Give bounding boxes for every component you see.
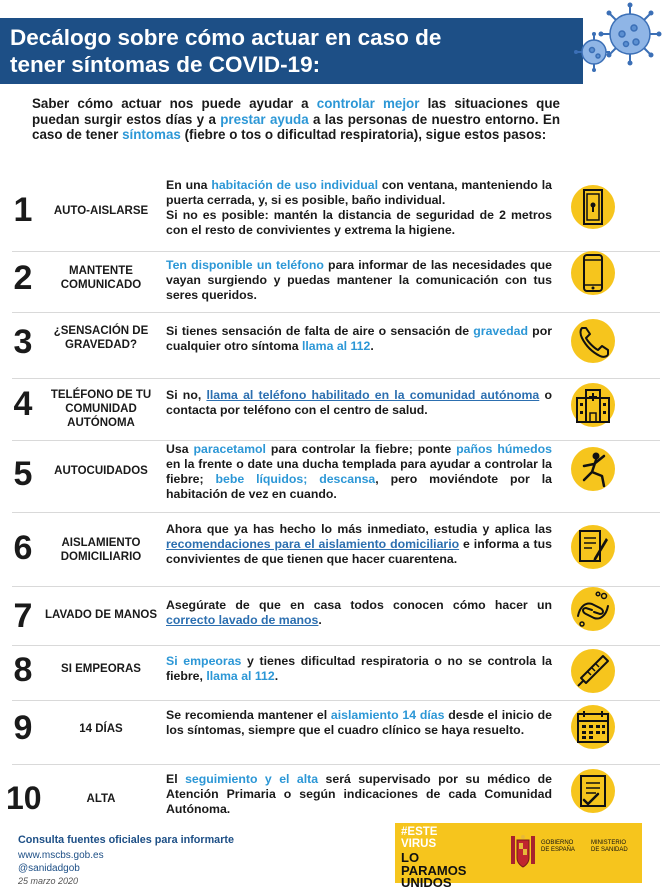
hospital-icon bbox=[570, 382, 616, 428]
coat-of-arms-icon bbox=[509, 834, 537, 870]
step-text: Ten disponible un teléfono para informar de las necesidades que vayan surgiendo y puedas mantener la comunicación con tus seres queridos. bbox=[166, 258, 552, 302]
checklist-icon bbox=[570, 768, 616, 814]
step-number: 6 bbox=[13, 529, 33, 567]
divider bbox=[12, 764, 660, 765]
step-number: 10 bbox=[6, 780, 42, 816]
thermometer-icon bbox=[570, 648, 616, 694]
step-number: 4 bbox=[13, 385, 33, 423]
step-label: 14 DÍAS bbox=[79, 723, 123, 735]
title-bar bbox=[0, 18, 583, 84]
door-icon bbox=[570, 184, 616, 230]
step-number: 3 bbox=[13, 323, 33, 361]
step-label: MANTENTE COMUNICADO bbox=[60, 265, 142, 291]
divider bbox=[12, 512, 660, 513]
step-number: 7 bbox=[13, 597, 33, 635]
footer-title: Consulta fuentes oficiales para informarte bbox=[18, 834, 234, 846]
step-text: Si no, llama al teléfono habilitado en la comunidad autónoma o contacta por teléfono con el centro de salud. bbox=[166, 388, 552, 417]
step-label: SI EMPEORAS bbox=[61, 663, 141, 675]
step-text: Si tienes sensación de falta de aire o sensación de gravedad por cualquier otro síntoma llama al 112. bbox=[166, 324, 552, 353]
calendar-icon bbox=[570, 704, 616, 750]
step-label: ¿SENSACIÓN DE GRAVEDAD? bbox=[53, 325, 149, 351]
step-text: Usa paracetamol para controlar la fiebre; ponte paños húmedos en la frente o date una ducha templada para ayudar a controlar la fiebre; bebe líquidos; descansa, pero moviéndote por la habitación de vez en cuando. bbox=[166, 442, 552, 501]
step-label: ALTA bbox=[86, 793, 116, 805]
step-text: Se recomienda mantener el aislamiento 14 días desde el inicio de los síntomas, siempre que el cuadro clínico se haya resuelto. bbox=[166, 708, 552, 737]
step-label: TELÉFONO DE TU COMUNIDAD AUTÓNOMA bbox=[50, 389, 152, 429]
website-link[interactable]: www.mscbs.gob.es bbox=[18, 850, 104, 861]
twitter-handle[interactable]: @sanidadgob bbox=[18, 863, 80, 874]
step-number: 9 bbox=[13, 709, 33, 747]
divider bbox=[12, 251, 660, 252]
handwashing-icon bbox=[570, 586, 616, 632]
divider bbox=[12, 378, 660, 379]
hashtag: #ESTE VIRUS bbox=[401, 826, 438, 850]
campaign-slogan: LO PARAMOS UNIDOS bbox=[401, 850, 467, 890]
step-number: 1 bbox=[13, 191, 33, 229]
publication-date: 25 marzo 2020 bbox=[18, 876, 79, 886]
step-text: El seguimiento y el alta será supervisado por su médico de Atención Primaria o según indicaciones de cada Comunidad Autónoma. bbox=[166, 772, 552, 816]
document-pen-icon bbox=[570, 524, 616, 570]
step-number: 8 bbox=[13, 651, 33, 689]
step-text: Ahora que ya has hecho lo más inmediato, estudia y aplica las recomendaciones para el aislamiento domiciliario e informa a tus convivientes de que tienen que hacer cuarentena. bbox=[166, 522, 552, 566]
divider bbox=[12, 440, 660, 441]
divider bbox=[12, 700, 660, 701]
step-text: Asegúrate de que en casa todos conocen cómo hacer un correcto lavado de manos. bbox=[166, 598, 552, 627]
step-label: AUTOCUIDADOS bbox=[54, 465, 148, 477]
divider bbox=[12, 312, 660, 313]
stretching-person-icon bbox=[570, 446, 616, 492]
step-label: LAVADO DE MANOS bbox=[44, 609, 158, 621]
government-label: GOBIERNO DE ESPAÑA bbox=[541, 840, 575, 853]
divider bbox=[12, 586, 660, 587]
step-text: Si empeoras y tienes dificultad respiratoria o no se controla la fiebre, llama al 112. bbox=[166, 654, 553, 683]
campaign-banner bbox=[395, 823, 642, 890]
divider bbox=[12, 645, 660, 646]
step-label: AISLAMIENTO DOMICILIARIO bbox=[60, 537, 142, 563]
phone-handset-icon bbox=[570, 318, 616, 364]
smartphone-icon bbox=[570, 250, 616, 296]
step-number: 2 bbox=[13, 259, 33, 297]
step-label: AUTO-AISLARSE bbox=[53, 205, 149, 217]
virus-illustration bbox=[574, 0, 667, 82]
intro-paragraph: Saber cómo actuar nos puede ayudar a controlar mejor las situaciones que puedan surgir estos días y a prestar ayuda a las personas de nuestro entorno. En caso de tener síntomas (fiebre o tos o dificultad respiratoria), sigue estos pasos: bbox=[32, 96, 560, 142]
step-number: 5 bbox=[13, 455, 33, 493]
step-text: En una habitación de uso individual con ventana, manteniendo la puerta cerrada, y, si es posible, baño individual. Si no es posible: mantén la distancia de seguridad de 2 metros con el resto de convivientes y extrema la higiene. bbox=[166, 178, 552, 237]
ministry-label: MINISTERIO DE SANIDAD bbox=[591, 840, 628, 853]
page-title: Decálogo sobre cómo actuar en caso de tener síntomas de COVID-19: bbox=[10, 25, 442, 77]
